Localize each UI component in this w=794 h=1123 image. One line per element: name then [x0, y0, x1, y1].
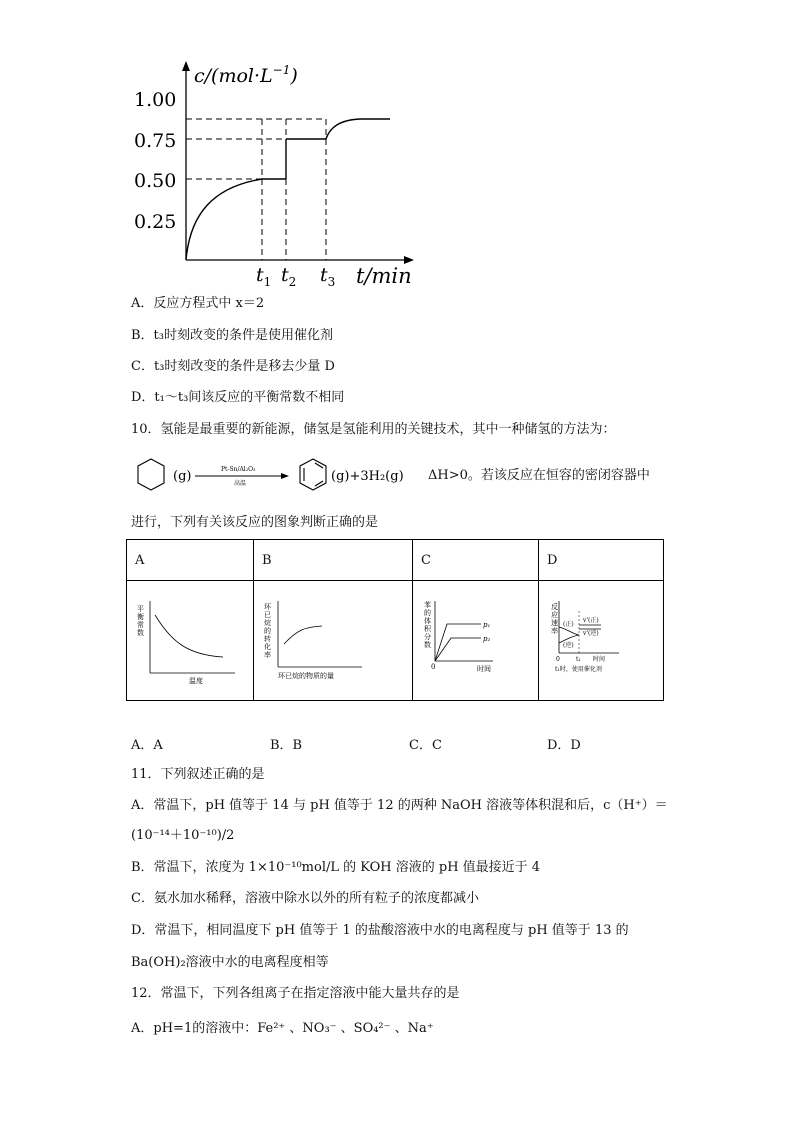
y-axis-label: $c/(mol\cdot L^{-1})$: [194, 63, 298, 87]
reaction-equation: [135, 455, 405, 497]
graph-cell-a: [127, 581, 254, 701]
graph-c: [413, 581, 538, 696]
table-header-c: C: [413, 540, 539, 581]
table-header-b: B: [254, 540, 413, 581]
svg-text:反: 反: [551, 603, 558, 611]
svg-text:(逆): (逆): [563, 642, 574, 649]
svg-text:环已烷的物质的量: 环已烷的物质的量: [278, 672, 334, 680]
benzene-structure: [300, 459, 326, 490]
q11-option-b: B．常温下，浓度为 1×10⁻¹⁰mol/L 的 KOH 溶液的 pH 值最接近于 4: [131, 860, 541, 875]
svg-text:t₁时，使用催化剂: t₁时，使用催化剂: [555, 666, 602, 673]
q9-option-b: B．t₃时刻改变的条件是使用催化剂: [131, 328, 333, 343]
q11-option-a-line1: A．常温下，pH 值等于 14 与 pH 值等于 12 的两种 NaOH 溶液等体积混和后，c（H⁺）＝: [131, 798, 668, 813]
graph-a-curve: [155, 615, 223, 657]
concentration-curve: [186, 119, 390, 260]
svg-text:的: 的: [424, 609, 431, 617]
q11-option-c: C．氨水加水稀释，溶液中除水以外的所有粒子的浓度都减小: [131, 891, 479, 906]
svg-text:常: 常: [137, 621, 144, 629]
graph-b: [254, 581, 412, 696]
q12-stem: 12．常温下，下列各组离子在指定溶液中能大量共存的是: [131, 986, 460, 1001]
graph-c-curve-p2: [435, 638, 481, 661]
svg-text:烷: 烷: [264, 619, 271, 627]
svg-text:应: 应: [551, 611, 558, 619]
graph-cell-b: [254, 581, 413, 701]
graph-cell-c: [413, 581, 539, 701]
q10-intro: 10．氢能是最重要的新能源，储氢是氢能利用的关键技术，其中一种储氢的方法为：: [131, 422, 616, 437]
svg-text:v'(正): v'(正): [583, 617, 599, 624]
catalyst-label: Pt-Sn/Al₂O₃: [221, 466, 256, 473]
svg-text:的: 的: [264, 627, 271, 635]
q10-continuation: 进行，下列有关该反应的图象判断正确的是: [131, 515, 379, 530]
q12-option-a: A．pH=1的溶液中：Fe²⁺ 、NO₃⁻ 、SO₄²⁻ 、Na⁺: [131, 1021, 434, 1036]
svg-text:时间: 时间: [593, 656, 606, 663]
svg-text:转: 转: [264, 635, 271, 643]
q9-option-d: D．t₁～t₃间该反应的平衡常数不相同: [131, 390, 345, 405]
svg-text:体: 体: [424, 617, 431, 625]
y-tick-label: 0.75: [134, 130, 177, 152]
svg-text:分: 分: [424, 633, 431, 641]
graph-b-curve: [284, 626, 322, 644]
svg-text:苯: 苯: [424, 601, 431, 609]
graph-c-curve-p1: [435, 624, 481, 661]
q10-dh-text: ΔH>0。若该反应在恒容的密闭容器中: [428, 468, 650, 483]
q9-option-c: C．t₃时刻改变的条件是移去少量 D: [131, 359, 335, 374]
svg-text:(正): (正): [563, 621, 574, 628]
svg-text:数: 数: [137, 629, 144, 637]
svg-text:已: 已: [264, 611, 271, 619]
dashed-guides: [186, 119, 326, 260]
x-axis-label: t/min: [356, 264, 412, 288]
svg-text:p₂: p₂: [483, 635, 491, 643]
svg-text:率: 率: [551, 627, 558, 635]
condition-label: 高温: [234, 480, 247, 487]
svg-text:积: 积: [424, 625, 431, 633]
svg-text:速: 速: [551, 619, 558, 627]
svg-text:平: 平: [137, 605, 144, 613]
x-tick-label-t2: $t_2$: [281, 264, 297, 289]
y-tick-label: 1.00: [134, 89, 177, 111]
reactant-state: (g): [173, 469, 192, 484]
svg-text:0: 0: [431, 663, 436, 671]
reaction-arrowhead: [281, 473, 289, 479]
svg-text:率: 率: [264, 651, 271, 659]
product-text: (g)+3H₂(g): [331, 469, 404, 484]
svg-text:衡: 衡: [137, 613, 144, 621]
graph-cell-d: [539, 581, 664, 701]
q11-stem: 11．下列叙述正确的是: [131, 767, 265, 782]
q10-answer-c: C．C: [409, 738, 442, 753]
table-header-a: A: [127, 540, 254, 581]
x-tick-label-t1: $t_1$: [256, 264, 272, 289]
table-header-d: D: [539, 540, 664, 581]
graph-a: [127, 581, 253, 696]
y-tick-label: 0.50: [134, 170, 177, 192]
x-axis-arrow: [404, 256, 414, 264]
q11-option-d-line2: Ba(OH)₂溶液中水的电离程度相等: [131, 955, 329, 970]
svg-text:时间: 时间: [477, 665, 491, 673]
svg-text:0: 0: [556, 656, 560, 663]
q9-option-a: A．反应方程式中 x＝2: [131, 296, 265, 311]
svg-text:t₁: t₁: [576, 656, 581, 663]
x-tick-label-t3: $t_3$: [320, 264, 336, 289]
svg-text:p₁: p₁: [483, 621, 491, 629]
q10-options-table: [126, 539, 664, 701]
graph-d-curve-forward: [559, 627, 579, 635]
y-tick-label: 0.25: [134, 211, 177, 233]
cyclohexane-structure: [138, 459, 164, 490]
svg-text:数: 数: [424, 641, 431, 649]
concentration-time-graph: [120, 55, 430, 295]
svg-text:化: 化: [264, 643, 271, 651]
svg-text:温度: 温度: [189, 677, 203, 685]
q10-answer-a: A．A: [131, 738, 163, 753]
y-axis-arrow: [182, 61, 190, 71]
q11-option-a-line2: (10⁻¹⁴＋10⁻¹⁰)/2: [131, 828, 235, 843]
graph-d: [539, 581, 663, 696]
svg-text:环: 环: [264, 603, 271, 611]
q10-answer-d: D．D: [547, 738, 581, 753]
svg-text:v'(逆): v'(逆): [583, 630, 599, 637]
q11-option-d-line1: D．常温下，相同温度下 pH 值等于 1 的盐酸溶液中水的电离程度与 pH 值等于 13 的: [131, 923, 629, 938]
q10-answer-b: B．B: [270, 738, 303, 753]
